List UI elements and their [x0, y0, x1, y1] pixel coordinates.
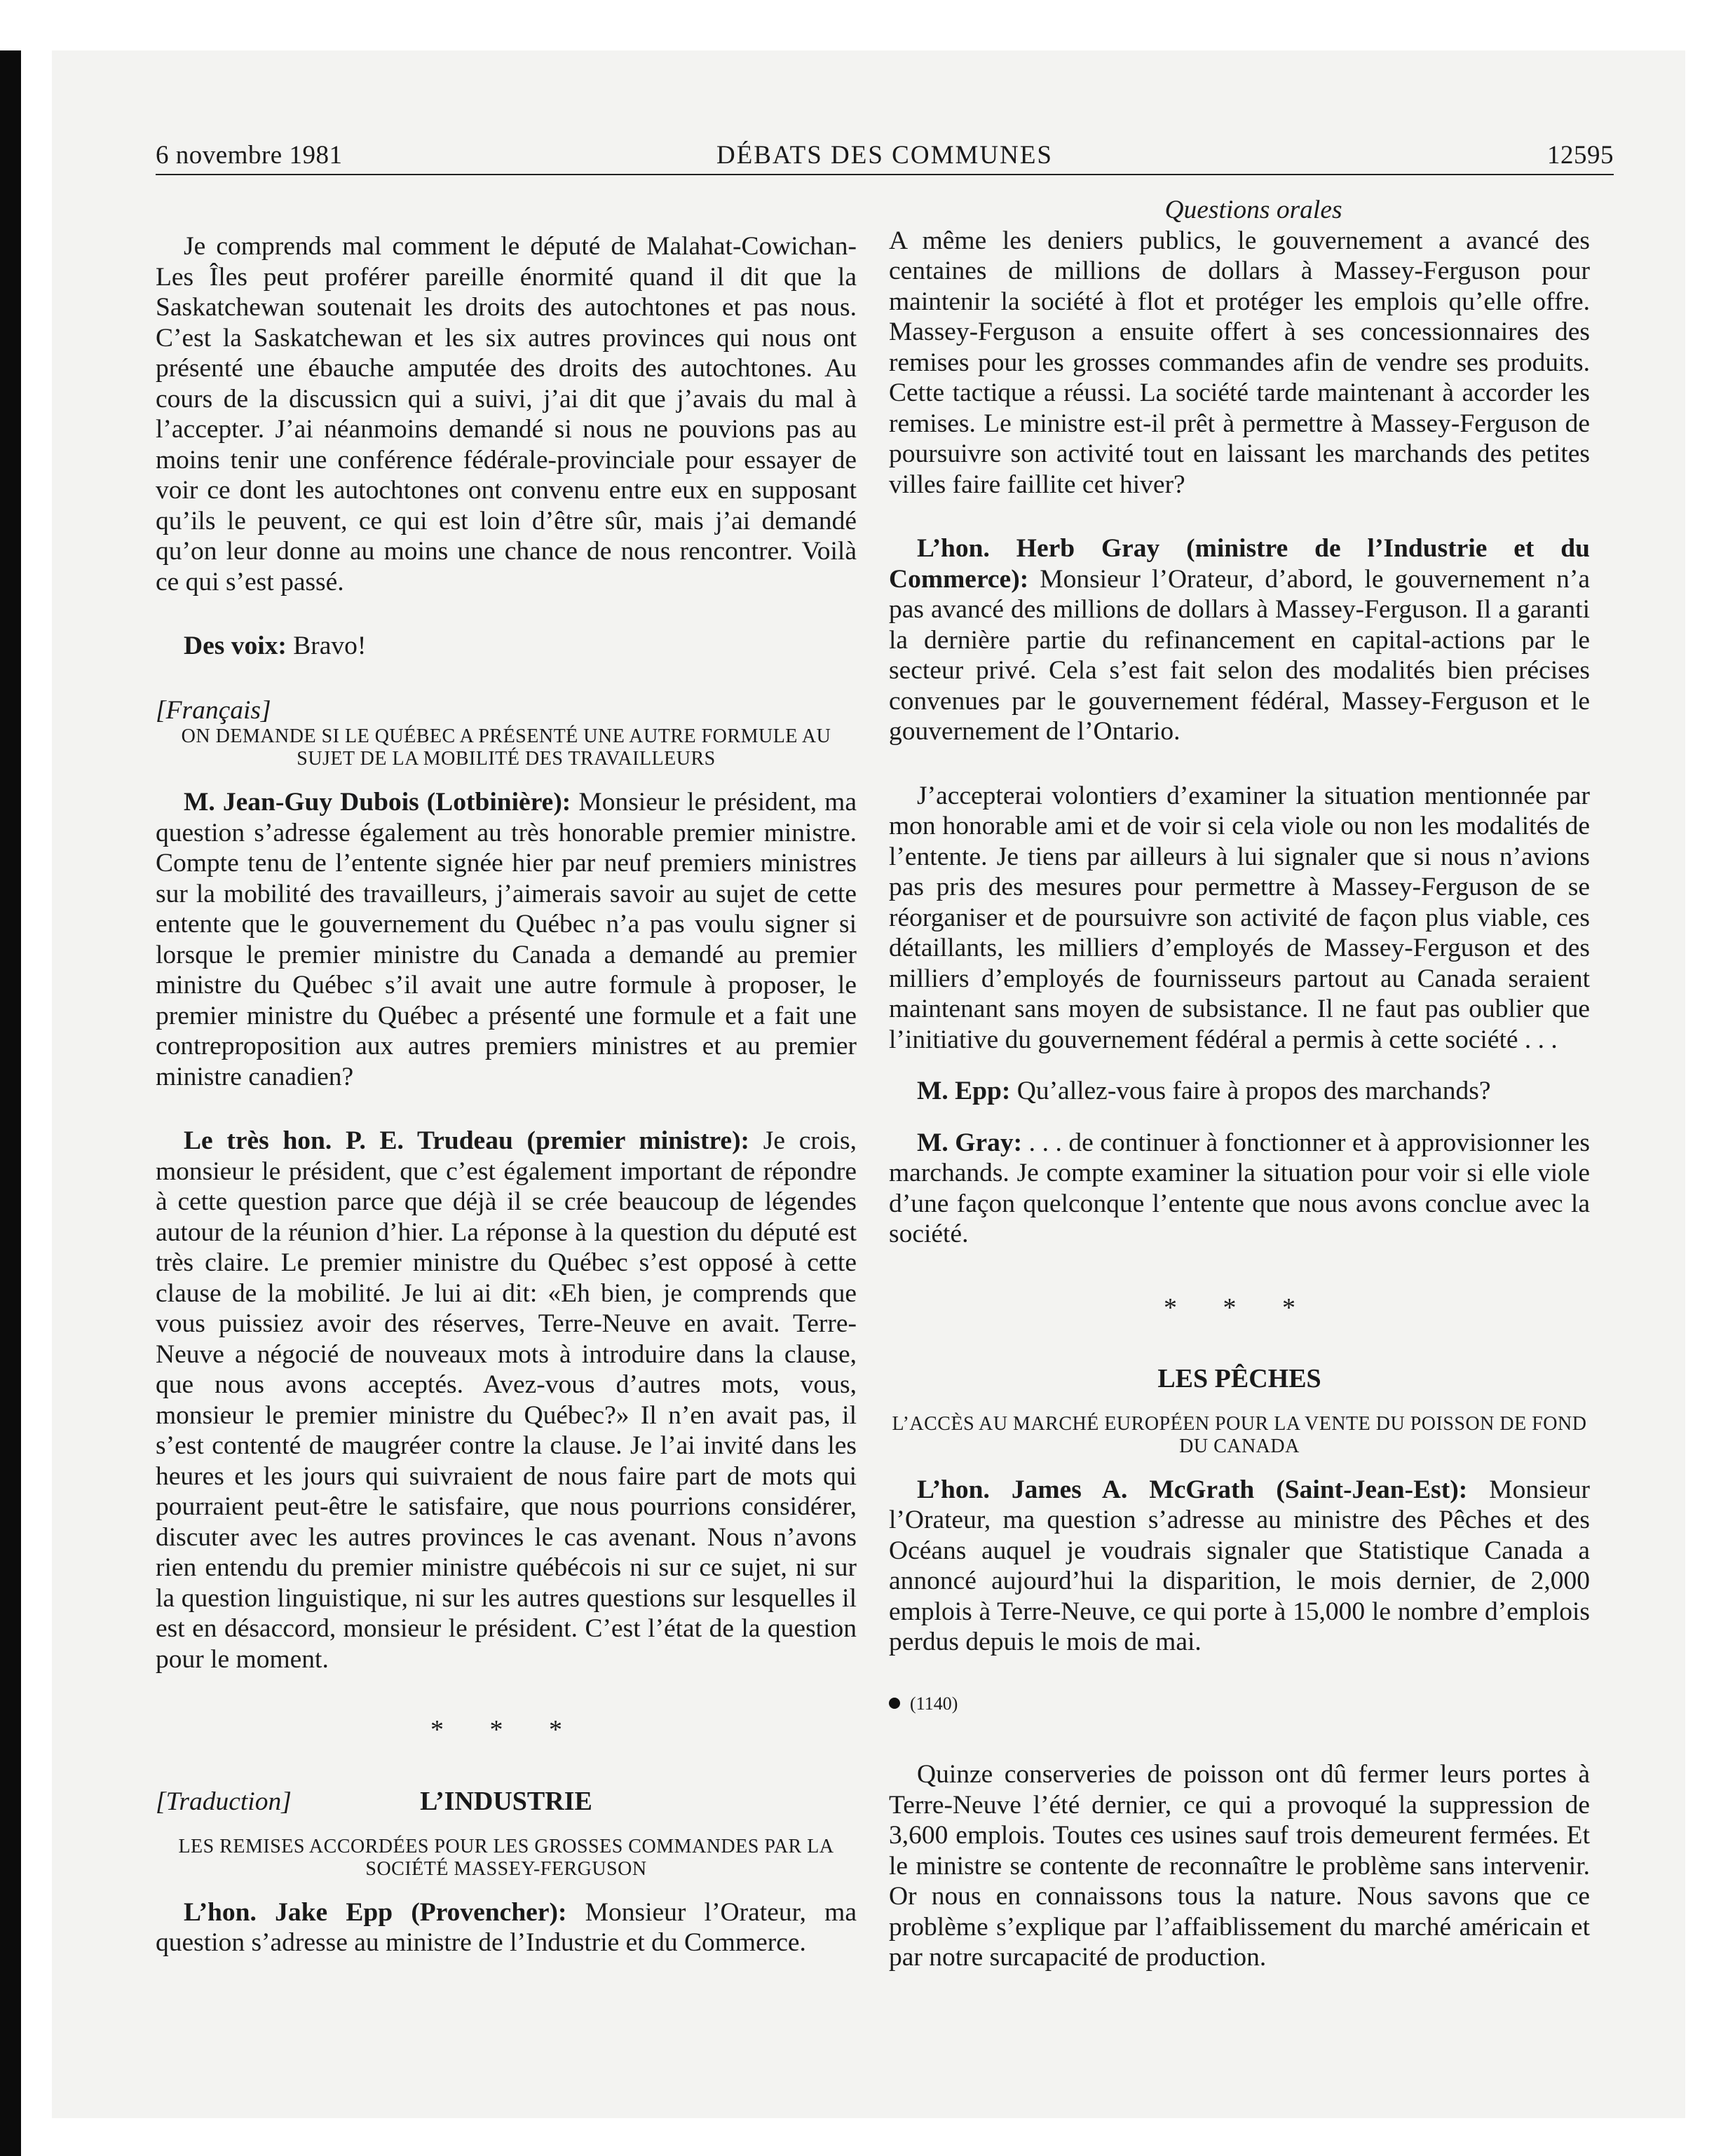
section-title: L’INDUSTRIE — [420, 1787, 592, 1816]
speaker: Le très hon. P. E. Trudeau (premier ministre): — [184, 1126, 750, 1155]
paragraph — [889, 1076, 1590, 1107]
section-title: LES PÊCHES — [1157, 1364, 1321, 1393]
paragraph — [156, 631, 857, 662]
subheading: LES REMISES ACCORDÉES POUR LES GROSSES COMMANDES PAR LA SOCIÉTÉ MASSEY-FERGUSON — [178, 1835, 834, 1880]
speech-text: . . . de continuer à fonctionner et à approvisionner les marchands. Je compte examiner la situation pour voir si elle viole d’une façon quelconque l’entente que nous avons conclue avec la société. — [889, 1128, 1590, 1248]
language-tag: [Français] — [156, 695, 271, 725]
speaker: Des voix: — [184, 632, 287, 660]
scan-edge — [0, 50, 21, 2156]
section-separator: * * * — [430, 1715, 582, 1745]
speaker: L’hon. Herb Gray (ministre de l’Industrie et du Commerce): — [889, 534, 1590, 594]
language-tag: [Traduction] — [156, 1787, 292, 1816]
paragraph: A même les deniers publics, le gouvernement a avancé des centaines de millions de dollars à Massey-Ferguson pour maintenir la société à flot et protéger les emplois qu’elle offre. Massey-Ferguson a ensuite offert à ses concessionnaires des remises pour les grosses commandes afin de vendre ses produits. Cette tactique a réussi. La société tarde maintenant à accorder les remises. Le ministre est-il prêt à permettre à Massey-Ferguson de poursuivre son activité tout en laissant les marchands des petites villes faire faillite cet hiver? — [889, 226, 1590, 499]
paragraph — [156, 787, 857, 1092]
header-title: DÉBATS DES COMMUNES — [716, 141, 1053, 170]
subheading: L’ACCÈS AU MARCHÉ EUROPÉEN POUR LA VENTE DU POISSON DE FOND DU CANADA — [892, 1412, 1587, 1457]
speech-text: Monsieur l’Orateur, d’abord, le gouvernement n’a pas avancé des millions de dollars à Massey-Ferguson. Il a garanti la dernière partie du refinancement en capital-actions par le secteur privé. Cela s’est fait selon des modalités bien précises convenues par le gouvernement fédéral, Massey-Ferguson et le gouvernement de l’Ontario. — [889, 564, 1590, 746]
paragraph — [889, 1128, 1590, 1250]
speech-text: Je crois, monsieur le président, que c’est également important de répondre à cette question parce que déjà il se crée beaucoup de légendes autour de la réunion d’hier. La réponse à la question du député est très claire. Le premier ministre du Québec s’est opposé à cette clause de la mobilité. Je lui ai dit: «Eh bien, je comprends que vous puissiez avoir des réserves, Terre-Neuve en avait. Terre-Neuve a négocié de nouveaux mots à introduire dans la clause, que nous avons acceptés. Avez-vous d’autres mots, vous, monsieur le premier ministre du Québec?» Il n’en avait pas, il s’est contenté de maugréer contre la clause. Je l’ai invité dans les heures et les jours qui suivraient de nous faire part de mots qui pourraient peut-être le satisfaire, que nous pourrions considérer, discuter avec les autres provinces le cas avenant. Nous n’avons rien entendu du premier ministre québécois ni sur ce sujet, ni sur la question linguistique, ni sur les autres questions sur lesquelles il est en désaccord, monsieur le président. C’est l’état de la question pour le moment. — [156, 1126, 857, 1674]
page-header — [156, 140, 1614, 175]
subheading: ON DEMANDE SI LE QUÉBEC A PRÉSENTÉ UNE AUTRE FORMULE AU SUJET DE LA MOBILITÉ DES TRAVAILLEURS — [181, 725, 831, 770]
time-marker — [889, 1688, 1590, 1719]
right-column — [889, 195, 1590, 1973]
speaker: M. Gray: — [917, 1128, 1023, 1157]
paragraph — [156, 1897, 857, 1958]
running-section-label: Questions orales — [1164, 196, 1342, 224]
paragraph — [889, 1475, 1590, 1658]
speaker: M. Jean-Guy Dubois (Lotbinière): — [184, 788, 571, 817]
header-date: 6 novembre 1981 — [156, 141, 343, 170]
section-separator: * * * — [1164, 1292, 1315, 1323]
speech-text: Monsieur l’Orateur, ma question s’adresse au ministre des Pêches et des Océans auquel je voudrais signaler que Statistique Canada a annoncé aujourd’hui la disparition, le mois dernier, de 2,000 emplois à Terre-Neuve, ce qui porte à 15,000 le nombre d’emplois perdus depuis le mois de mai. — [889, 1475, 1590, 1656]
header-page-number: 12595 — [1547, 141, 1614, 170]
bullet-dot-icon — [889, 1698, 900, 1709]
paragraph: Je comprends mal comment le député de Malahat-Cowichan-Les Îles peut proférer pareille énormité quand il dit que la Saskatchewan soutenait les droits des autochtones et pas nous. C’est la Saskatchewan et les six autres provinces qui nous ont présenté une ébauche amputée des droits des autochtones. Au cours de la discussicn qui a suivi, j’ai dit que j’avais du mal à l’accepter. J’ai néanmoins demandé si nous ne pouvions pas au moins tenir une conférence fédérale-provinciale pour essayer de voir ce dont les autochtones ont convenu entre eux en supposant qu’ils le peuvent, ce qui est loin d’être sûr, mais j’ai demandé qu’on leur donne au moins une chance de nous rencontrer. Voilà ce qui s’est passé. — [156, 232, 857, 596]
speech-text: Qu’allez-vous faire à propos des marchands? — [1010, 1077, 1491, 1105]
speaker: L’hon. Jake Epp (Provencher): — [184, 1897, 567, 1927]
speaker: L’hon. James A. McGrath (Saint-Jean-Est): — [917, 1475, 1468, 1504]
left-column — [156, 195, 857, 1958]
speech-text: Monsieur le président, ma question s’adresse également au très honorable premier ministre. Compte tenu de l’entente signée hier par neuf premiers ministres sur la mobilité des travailleurs, j’aimerais savoir au sujet de cette entente que le gouvernement du Québec n’a pas voulu signer si lorsque le premier ministre du Canada a demandé au premier ministre du Québec s’il avait une autre formule à proposer, le premier ministre du Québec a présenté une formule et a fait une contreproposition aux autres premiers ministres et au premier ministre canadien? — [156, 788, 857, 1091]
speaker: M. Epp: — [917, 1077, 1011, 1105]
paragraph — [156, 1126, 857, 1674]
time-marker-text: (1140) — [910, 1693, 958, 1714]
paragraph — [889, 533, 1590, 747]
speech-text: Bravo! — [286, 632, 367, 660]
paragraph: Quinze conserveries de poisson ont dû fermer leurs portes à Terre-Neuve l’été dernier, ce qui a provoqué la suppression de 3,600 emplois. Toutes ces usines sauf trois demeurent fermées. Et le ministre se contente de reconnaître le problème sans intervenir. Or nous en connaissons tous la nature. Nous savons que ce problème s’explique par l’affaiblissement du marché américain et par notre surcapacité de production. — [889, 1760, 1590, 1972]
paragraph: J’accepterai volontiers d’examiner la situation mentionnée par mon honorable ami et de voir si cela viole ou non les modalités de l’entente. Je tiens par ailleurs à lui signaler que si nous n’avions pas pris des mesures pour permettre à Massey-Ferguson de se réorganiser et de poursuivre son activité de façon plus viable, ces détaillants, les milliers d’employés de Massey-Ferguson et des milliers d’employés de fournisseurs partout au Canada seraient maintenant sans moyen de subsistance. Il ne faut pas oublier que l’initiative du gouvernement fédéral a permis à cette société . . . — [889, 781, 1590, 1054]
speech-text: Monsieur l’Orateur, ma question s’adresse au ministre de l’Industrie et du Commerce. — [156, 1897, 857, 1957]
